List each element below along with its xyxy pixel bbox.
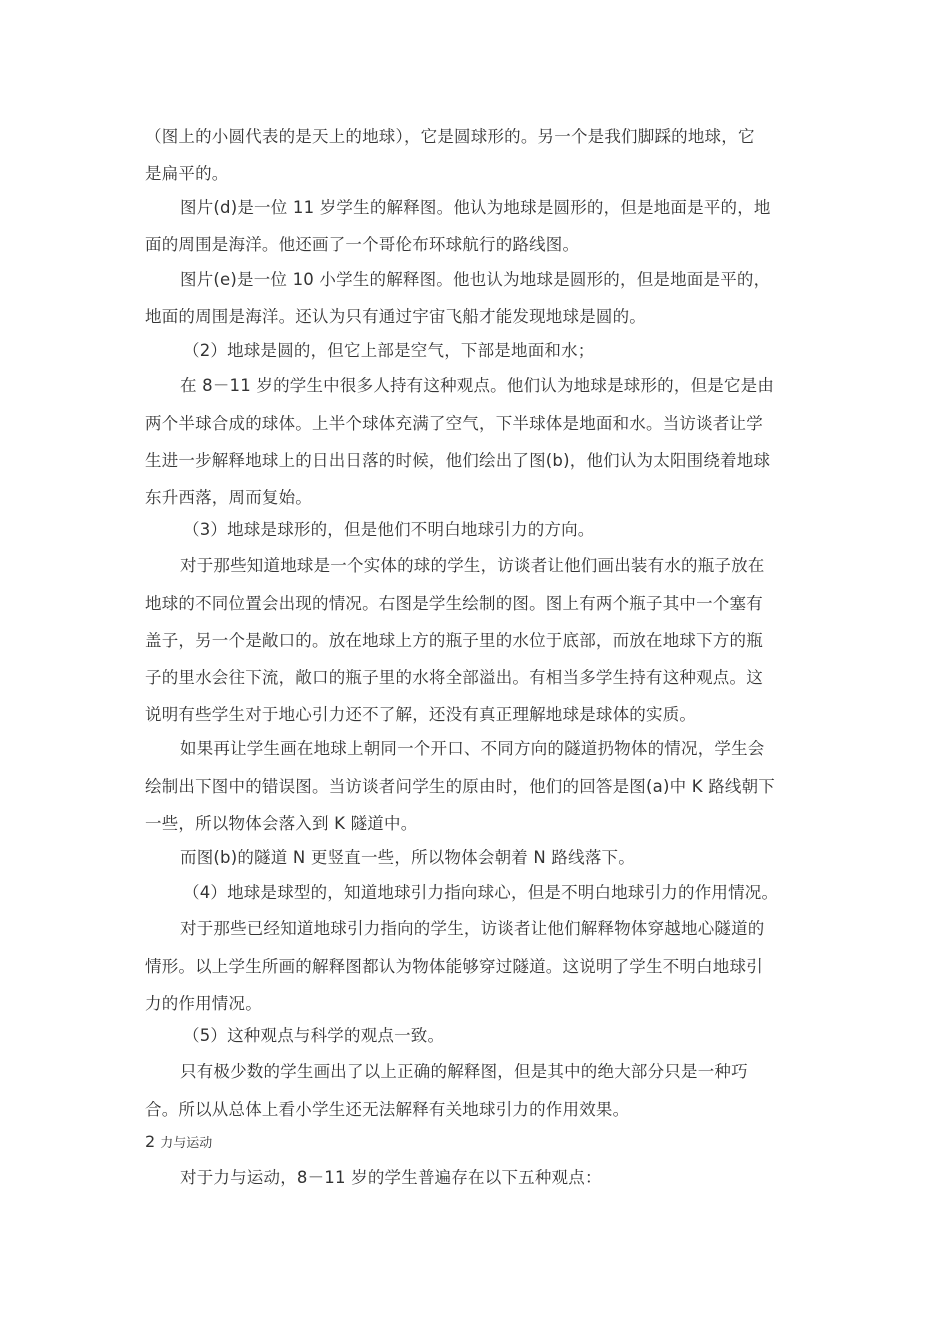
text-line: 情形。以上学生所画的解释图都认为物体能够穿过隧道。这说明了学生不明白地球引 [145,957,763,976]
text-line: 面的周围是海洋。他还画了一个哥伦布环球航行的路线图。 [145,235,580,254]
text-line: 地球的不同位置会出现的情况。右图是学生绘制的图。图上有两个瓶子其中一个塞有 [145,594,763,613]
text-line: 盖子，另一个是敞口的。放在地球上方的瓶子里的水位于底部，而放在地球下方的瓶 [145,631,763,650]
text-line: 说明有些学生对于地心引力还不了解，还没有真正理解地球是球体的实质。 [145,705,697,724]
text-line: （2）地球是圆的，但它上部是空气，下部是地面和水； [183,341,595,360]
section-number: 2 [145,1132,156,1151]
text-line: 子的里水会往下流，敞口的瓶子里的水将全部溢出。有相当多学生持有这种观点。这 [145,668,763,687]
text-line: 而图(b)的隧道 N 更竖直一些，所以物体会朝着 N 路线落下。 [180,848,635,867]
text-line: 地面的周围是海洋。还认为只有通过宇宙飞船才能发现地球是圆的。 [145,307,646,326]
text-line: 合。所以从总体上看小学生还无法解释有关地球引力的作用效果。 [145,1100,630,1119]
text-line: 只有极少数的学生画出了以上正确的解释图，但是其中的绝大部分只是一种巧 [180,1062,748,1081]
text-line: （图上的小圆代表的是天上的地球），它是圆球形的。另一个是我们脚踩的地球，它 [145,127,755,146]
text-line: 是扁平的。 [145,164,229,183]
text-line: 图片(e)是一位 10 小学生的解释图。他也认为地球是圆形的，但是地面是平的， [180,270,771,289]
text-line: 两个半球合成的球体。上半个球体充满了空气，下半球体是地面和水。当访谈者让学 [145,414,763,433]
text-line: 对于那些知道地球是一个实体的球的学生，访谈者让他们画出装有水的瓶子放在 [180,556,765,575]
text-line: 东升西落，周而复始。 [145,488,312,507]
text-line: 生进一步解释地球上的日出日落的时候，他们绘出了图(b)，他们认为太阳围绕着地球 [145,451,771,470]
text-line: 对于那些已经知道地球引力指向的学生，访谈者让他们解释物体穿越地心隧道的 [180,919,765,938]
text-line: 一些，所以物体会落入到 K 隧道中。 [145,814,418,833]
section-title: 力与运动 [160,1136,213,1151]
text-line: （4）地球是球型的，知道地球引力指向球心，但是不明白地球引力的作用情况。 [183,883,779,902]
text-line: 图片(d)是一位 11 岁学生的解释图。他认为地球是圆形的，但是地面是平的，地 [180,198,771,217]
text-line: 在 8－11 岁的学生中很多人持有这种观点。他们认为地球是球形的，但是它是由 [180,376,775,395]
text-line: 对于力与运动，8－11 岁的学生普遍存在以下五种观点： [180,1168,602,1187]
text-line: 如果再让学生画在地球上朝同一个开口、不同方向的隧道扔物体的情况，学生会 [180,739,765,758]
text-line: （3）地球是球形的，但是他们不明白地球引力的方向。 [183,520,595,539]
section-heading [145,1130,212,1156]
text-line: 绘制出下图中的错误图。当访谈者问学生的原由时，他们的回答是图(a)中 K 路线朝下 [145,777,775,796]
text-line: 力的作用情况。 [145,994,262,1013]
text-line: （5）这种观点与科学的观点一致。 [183,1026,445,1045]
